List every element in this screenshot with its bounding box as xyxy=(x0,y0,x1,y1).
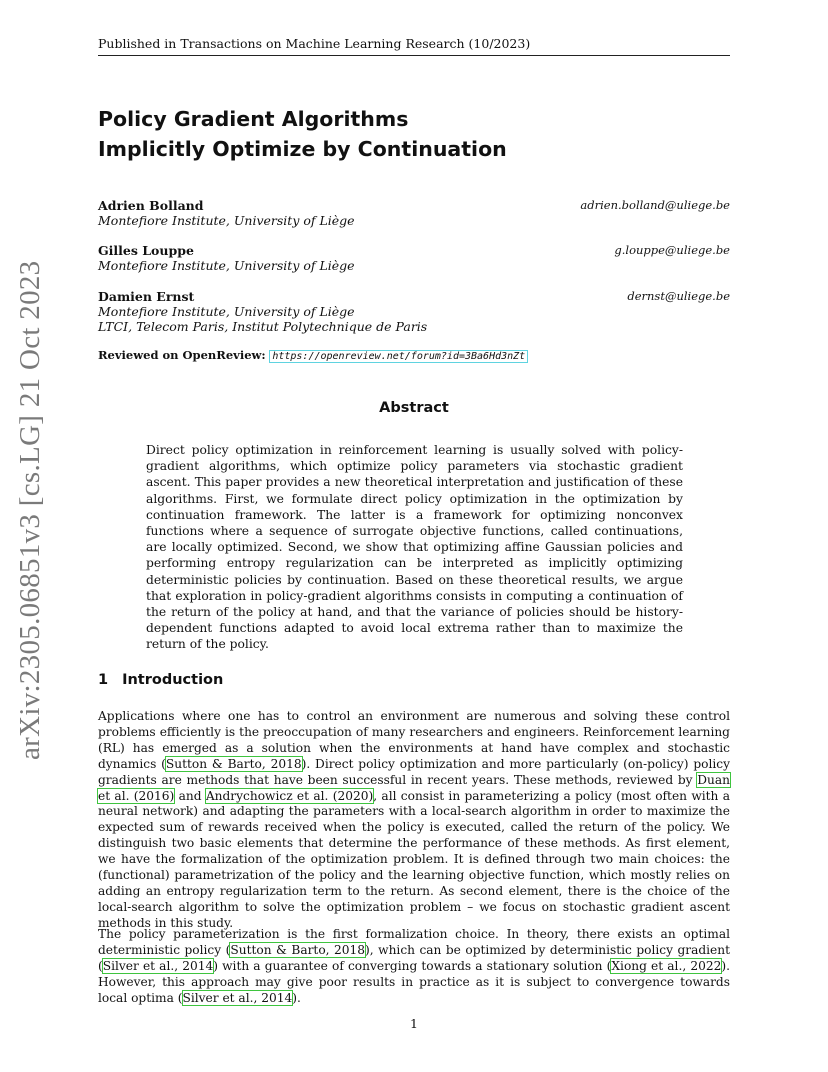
author-block-1 xyxy=(98,198,730,228)
intro-paragraph-1 xyxy=(98,709,730,932)
author-name: Adrien Bolland xyxy=(98,198,204,213)
paragraph-text: ). xyxy=(292,990,301,1005)
citation-link[interactable]: Xiong et al., 2022 xyxy=(611,958,722,973)
author-affiliation: Montefiore Institute, University of Liège xyxy=(98,213,355,228)
review-line xyxy=(98,348,528,362)
paragraph-text: ), which can be optimized by deterministic policy gradient ( xyxy=(98,942,731,973)
paragraph-text: ). Direct policy optimization and more particularly (on-policy) policy gradients are methods that have been successful in recent years. These methods, reviewed by xyxy=(98,756,731,787)
author-name: Gilles Louppe xyxy=(98,243,194,258)
paragraph-text: ). However, this approach may give poor results in practice as it is subject to convergence towards local optima ( xyxy=(98,958,730,1005)
section-heading-introduction xyxy=(98,672,223,688)
review-label: Reviewed on OpenReview: xyxy=(98,348,266,362)
paragraph-text: Applications where one has to control an environment are numerous and solving these control problems efficiently is the preoccupation of many researchers and engineers. Reinforcement learning (RL) has emerged as a solution when the environments at hand have complex and stochastic dynamics ( xyxy=(98,709,730,771)
author-name: Damien Ernst xyxy=(98,289,195,304)
page-number: 1 xyxy=(410,1016,418,1031)
openreview-link[interactable]: https://openreview.net/forum?id=3Ba6Hd3nZt xyxy=(269,350,528,363)
author-affiliation: Montefiore Institute, University of Liège xyxy=(98,304,355,319)
paragraph-text: The policy parameterization is the first formalization choice. In theory, there exists an optimal deterministic policy ( xyxy=(98,927,730,957)
author-email: dernst@uliege.be xyxy=(627,289,730,303)
arxiv-identifier: arXiv:2305.06851v3 [cs.LG] 21 Oct 2023 xyxy=(14,260,46,760)
author-email: g.louppe@uliege.be xyxy=(614,243,730,257)
paper-title xyxy=(98,104,507,164)
citation-link[interactable]: Sutton & Barto, 2018 xyxy=(230,942,366,957)
citation-link[interactable]: Andrychowicz et al. (2020) xyxy=(205,788,374,803)
author-email: adrien.bolland@uliege.be xyxy=(580,198,730,212)
running-header xyxy=(98,36,730,56)
author-affiliation: Montefiore Institute, University of Liège xyxy=(98,258,355,273)
paragraph-text: ) with a guarantee of converging towards a stationary solution ( xyxy=(213,958,612,973)
section-title: Introduction xyxy=(122,672,224,688)
abstract-heading: Abstract xyxy=(379,400,449,416)
paragraph-text: and xyxy=(174,788,206,803)
section-number: 1 xyxy=(98,672,109,688)
journal-name: Published in Transactions on Machine Learning Research (10/2023) xyxy=(98,36,531,51)
abstract-text: Direct policy optimization in reinforcement learning is usually solved with policy-gradient algorithms, which optimize policy parameters via stochastic gradient ascent. This paper provides a new theoretical interpretation and justification of these algorithms. First, we formulate direct policy optimization in the optimization by continuation framework. The latter is a framework for optimizing nonconvex functions where a sequence of surrogate objective functions, called continuations, are locally optimized. Second, we show that optimizing affine Gaussian policies and performing entropy regularization can be interpreted as implicitly optimizing deterministic policies by continuation. Based on these theoretical results, we argue that exploration in policy-gradient algorithms consists in computing a continuation of the return of the policy at hand, and that the variance of policies should be history-dependent functions adapted to avoid local extrema rather than to maximize the return of the policy. xyxy=(146,443,683,652)
citation-link[interactable]: Sutton & Barto, 2018 xyxy=(165,756,302,771)
intro-paragraph-2 xyxy=(98,927,730,1007)
citation-link[interactable]: Silver et al., 2014 xyxy=(182,990,293,1005)
title-line-1: Policy Gradient Algorithms xyxy=(98,107,409,131)
author-affiliation: LTCI, Telecom Paris, Institut Polytechnique de Paris xyxy=(98,319,428,334)
title-line-2: Implicitly Optimize by Continuation xyxy=(98,137,507,161)
citation-link[interactable]: Duan et al. (2016) xyxy=(98,772,730,803)
citation-link[interactable]: Silver et al., 2014 xyxy=(102,958,214,973)
author-block-3 xyxy=(98,289,730,334)
paragraph-text: , all consist in parameterizing a policy (most often with a neural network) and adapting the parameters with a local-search algorithm in order to maximize the expected sum of rewards received when the policy is executed, called the return of the policy. We distinguish two basic elements that determine the performance of these methods. As first element, we have the formalization of the optimization problem. It is defined through two main choices: the (functional) parametrization of the policy and the learning objective function, which mostly relies on adding an entropy regularization term to the return. As second element, there is the choice of the local-search algorithm to solve the optimization problem – we focus on stochastic gradient ascent methods in this study. xyxy=(98,788,730,930)
author-block-2 xyxy=(98,243,730,273)
